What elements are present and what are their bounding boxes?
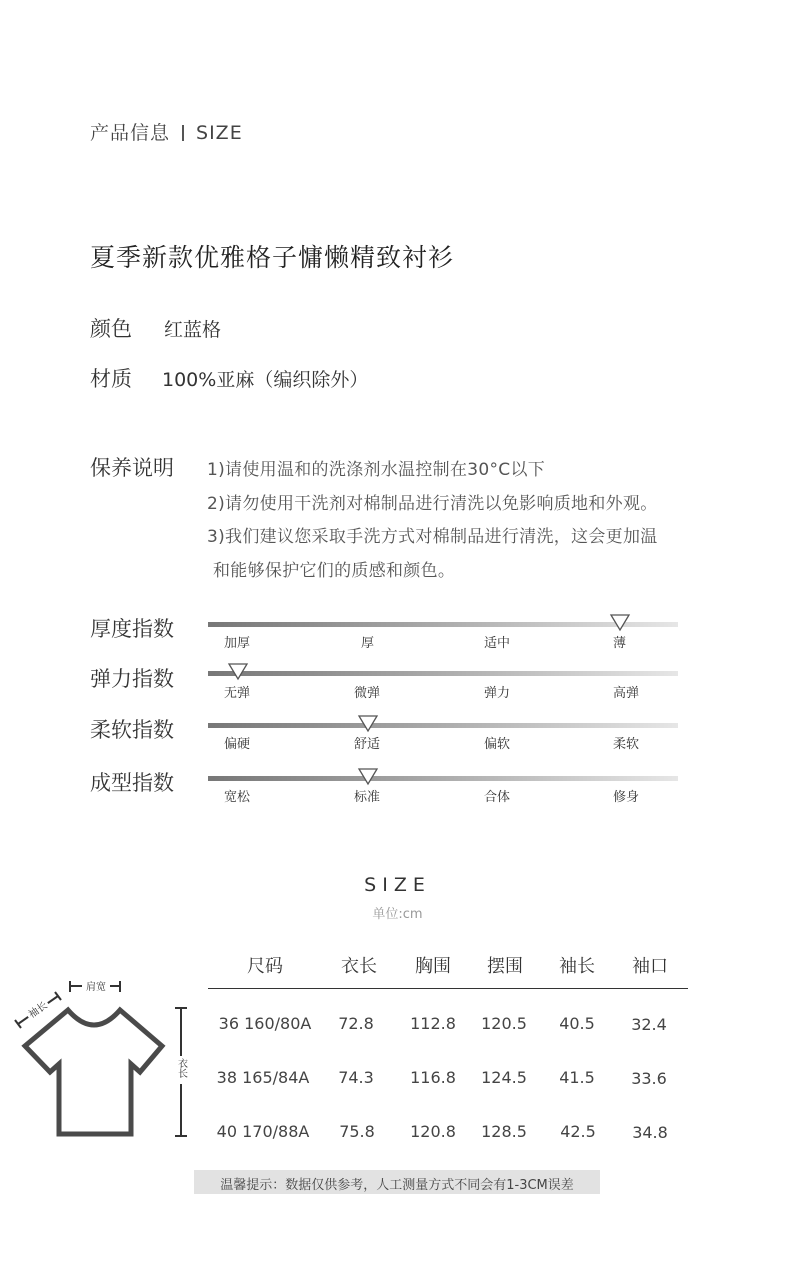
elasticity-tick-1: 无弹	[224, 686, 251, 701]
size-title: SIZE	[364, 874, 431, 896]
header-en: SIZE	[196, 122, 243, 144]
thickness-index-marker-icon	[609, 614, 631, 632]
color-label: 颜色	[90, 317, 132, 341]
color-value: 红蓝格	[164, 319, 222, 341]
size-cell: 120.5	[481, 1014, 527, 1033]
size-cell: 74.3	[338, 1068, 374, 1087]
softness-tick-1: 偏硬	[224, 737, 251, 752]
shoulder-label: 肩宽	[86, 982, 106, 993]
size-cell: 32.4	[631, 1015, 667, 1034]
size-cell: 75.8	[339, 1122, 375, 1141]
size-cell: 128.5	[481, 1122, 527, 1141]
elasticity-index-bar	[208, 671, 678, 676]
header-divider	[182, 125, 184, 141]
size-header-hem: 摆围	[487, 956, 523, 977]
size-cell: 124.5	[481, 1068, 527, 1087]
size-cell: 40 170/88A	[216, 1122, 310, 1141]
fit-index-label: 成型指数	[90, 771, 174, 795]
size-unit: 单位:cm	[372, 907, 423, 922]
fit-index-marker-icon	[357, 768, 379, 786]
elasticity-index-label: 弹力指数	[90, 667, 174, 691]
thickness-index-bar	[208, 622, 678, 627]
material-value: 100%亚麻（编织除外）	[162, 369, 369, 391]
care-line-1: 1)请使用温和的洗涤剂水温控制在30°C以下	[207, 460, 546, 480]
fit-tick-2: 标准	[354, 790, 381, 805]
elasticity-tick-4: 高弹	[613, 686, 640, 701]
size-cell: 41.5	[559, 1068, 595, 1087]
size-table-rule	[208, 988, 688, 989]
thickness-tick-4: 薄	[613, 636, 627, 651]
softness-index-bar	[208, 723, 678, 728]
header-cn: 产品信息	[90, 122, 171, 144]
size-cell: 112.8	[410, 1014, 456, 1033]
measurement-note: 温馨提示：数据仅供参考，人工测量方式不同会有1-3CM误差	[220, 1178, 574, 1193]
size-cell: 72.8	[338, 1014, 374, 1033]
fit-index-bar	[208, 776, 678, 781]
section-header	[90, 118, 243, 145]
length-label: 衣长	[175, 1058, 187, 1078]
size-cell: 34.8	[632, 1123, 668, 1142]
thickness-tick-3: 适中	[484, 636, 511, 651]
care-label: 保养说明	[90, 456, 174, 480]
size-cell: 42.5	[560, 1122, 596, 1141]
thickness-index-label: 厚度指数	[90, 617, 174, 641]
care-line-2: 2)请勿使用干洗剂对棉制品进行清洗以免影响质地和外观。	[207, 494, 658, 514]
elasticity-tick-2: 微弹	[354, 686, 381, 701]
size-cell: 33.6	[631, 1069, 667, 1088]
sleeve-label: 袖长	[26, 1000, 50, 1021]
material-label: 材质	[90, 367, 132, 391]
softness-index-label: 柔软指数	[90, 718, 174, 742]
size-header-sleeve: 袖长	[559, 956, 595, 977]
fit-tick-3: 合体	[484, 790, 511, 805]
fit-tick-4: 修身	[613, 790, 640, 805]
elasticity-tick-3: 弹力	[484, 686, 511, 701]
size-cell: 120.8	[410, 1122, 456, 1141]
size-header-cuff: 袖口	[632, 956, 668, 977]
tshirt-outline	[25, 1010, 162, 1134]
tshirt-diagram-icon	[10, 972, 200, 1147]
size-cell: 40.5	[559, 1014, 595, 1033]
softness-tick-4: 柔软	[613, 737, 640, 752]
size-cell: 38 165/84A	[216, 1068, 310, 1087]
size-header-size: 尺码	[247, 956, 283, 977]
softness-index-marker-icon	[357, 715, 379, 733]
size-header-length: 衣长	[341, 956, 377, 977]
softness-tick-3: 偏软	[484, 737, 511, 752]
size-header-chest: 胸围	[415, 956, 451, 977]
thickness-tick-2: 厚	[361, 636, 375, 651]
care-line-3: 3)我们建议您采取手洗方式对棉制品进行清洗，这会更加温	[207, 527, 658, 547]
softness-tick-2: 舒适	[354, 737, 381, 752]
size-cell: 116.8	[410, 1068, 456, 1087]
product-title: 夏季新款优雅格子慵懒精致衬衫	[90, 243, 455, 272]
size-cell: 36 160/80A	[218, 1014, 312, 1033]
care-line-4: 和能够保护它们的质感和颜色。	[213, 561, 456, 581]
thickness-tick-1: 加厚	[224, 636, 251, 651]
fit-tick-1: 宽松	[224, 790, 251, 805]
elasticity-index-marker-icon	[227, 663, 249, 681]
